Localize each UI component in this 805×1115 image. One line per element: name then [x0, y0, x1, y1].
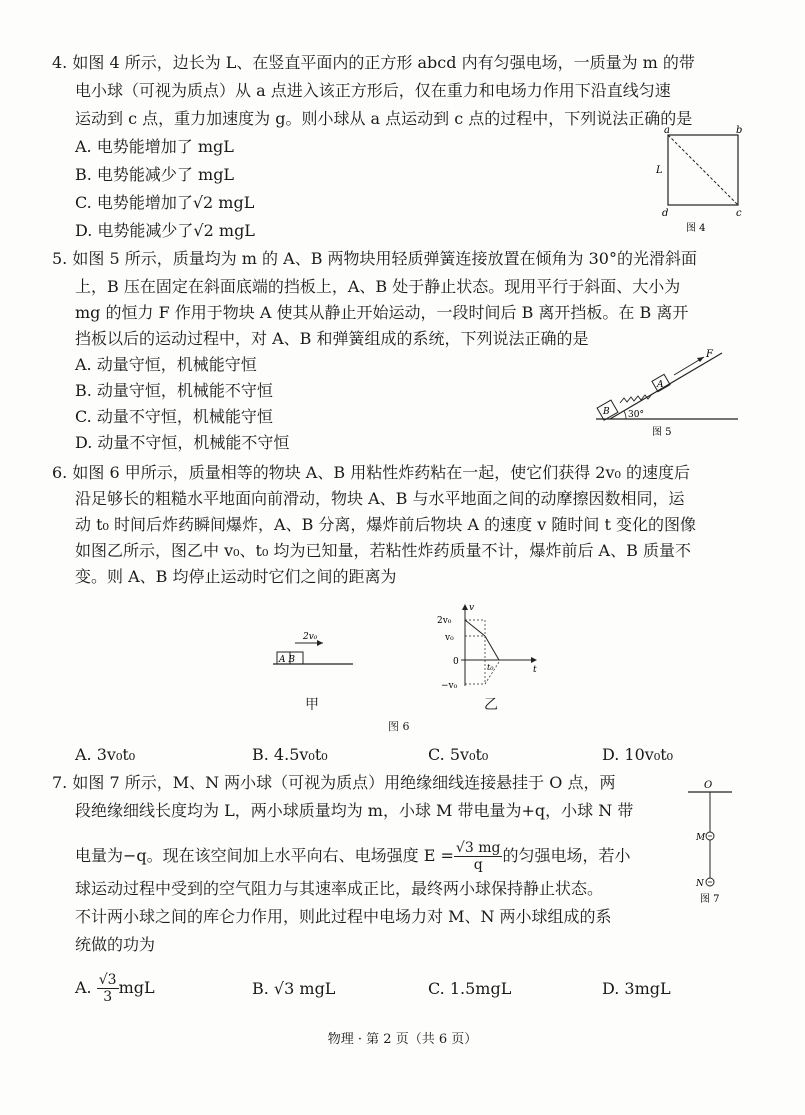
- fig6-axis-t: t: [533, 665, 537, 675]
- q7-option-c: C. 1.5mgL: [428, 979, 512, 998]
- figure-6-yi: [435, 602, 545, 697]
- q7-line-3-post: 的匀强电场，若小: [502, 846, 631, 865]
- q7-option-a: [75, 972, 155, 1005]
- q7-option-a-denominator: 3: [103, 989, 113, 1005]
- q4-line-3: 运动到 c 点，重力加速度为 g。则小球从 a 点运动到 c 点的过程中，下列说法正确的是: [75, 109, 693, 128]
- q6-line-2: 沿足够长的粗糙水平地面向前滑动，物块 A、B 与水平地面之间的动摩擦因数相同，运: [75, 489, 685, 508]
- fig7-label-O: O: [704, 780, 713, 791]
- q7-line-3: [75, 840, 630, 873]
- q6-option-d: D. 10v₀t₀: [602, 745, 674, 764]
- q4-line-2: 电小球（可视为质点）从 a 点进入该正方形后，仅在重力和电场力作用下沿直线匀速: [75, 81, 671, 100]
- q5-option-d: D. 动量不守恒，机械能不守恒: [75, 433, 290, 452]
- fig6-tick-neg-v0: −v₀: [441, 681, 458, 691]
- fig5-label-B: B: [603, 407, 610, 417]
- q7-line-6: 统做的功为: [75, 935, 156, 954]
- fig4-label-L: L: [656, 165, 663, 176]
- fig5-caption: 图 5: [652, 427, 672, 438]
- q7-option-d: D. 3mgL: [602, 979, 671, 998]
- fig7-label-M: M: [696, 833, 706, 843]
- fig4-label-a: a: [664, 125, 670, 136]
- figure-4: [650, 125, 750, 235]
- q7-line-3-pre: 电量为−q。现在该空间加上水平向右、电场强度 E =: [75, 846, 454, 865]
- q4-option-a: A. 电势能增加了 mgL: [75, 137, 234, 156]
- q7-line-2: 段绝缘细线长度均为 L，两小球质量均为 m，小球 M 带电量为+q，小球 N 带: [75, 801, 634, 820]
- fig5-angle: 30°: [628, 410, 644, 420]
- fig5-label-F: F: [706, 349, 713, 360]
- q5-option-b: B. 动量守恒，机械能不守恒: [75, 381, 273, 400]
- q7-line-5: 不计两小球之间的库仑力作用，则此过程中电场力对 M、N 两小球组成的系: [75, 907, 612, 926]
- fig6-axis-v: v: [469, 603, 475, 613]
- fig6-caption: 图 6: [388, 720, 410, 733]
- q5-line-3: mg 的恒力 F 作用于物块 A 使其从静止开始运动，一段时间后 B 离开挡板。在 B 离开: [75, 303, 689, 322]
- q4-line-1: 4. 如图 4 所示，边长为 L、在竖直平面内的正方形 abcd 内有匀强电场，一质量为 m 的带: [52, 53, 695, 72]
- q4-option-b: B. 电势能减少了 mgL: [75, 165, 235, 184]
- fig6-sub-jia: 甲: [305, 697, 319, 713]
- q5-line-1: 5. 如图 5 所示，质量均为 m 的 A、B 两物块用轻质弹簧连接放置在倾角为 30°的光滑斜面: [52, 249, 697, 268]
- fig4-label-b: b: [736, 125, 743, 136]
- figure-7: [680, 778, 740, 908]
- figure-5: [592, 345, 742, 440]
- fig6-tick-2v0: 2v₀: [437, 616, 452, 626]
- q6-line-5: 变。则 A、B 均停止运动时它们之间的距离为: [75, 567, 397, 586]
- fig6-tick-zero: 0: [453, 657, 459, 667]
- q4-option-c: C. 电势能增加了√2 mgL: [75, 193, 255, 212]
- field-strength-denominator: q: [473, 857, 483, 873]
- fig6-velocity: 2v₀: [303, 632, 318, 642]
- q7-line-1: 7. 如图 7 所示，M、N 两小球（可视为质点）用绝缘细线连接悬挂于 O 点，两: [52, 773, 616, 792]
- fig4-caption: 图 4: [686, 223, 706, 234]
- q5-option-a: A. 动量守恒，机械能守恒: [75, 355, 257, 374]
- fig4-label-d: d: [662, 208, 669, 219]
- q5-line-2: 上，B 压在固定在斜面底端的挡板上，A、B 处于静止状态。现用平行于斜面、大小为: [75, 277, 681, 296]
- fig4-label-c: c: [736, 208, 742, 219]
- q4-option-d: D. 电势能减少了√2 mgL: [75, 221, 255, 240]
- fig6-blocks: A B: [279, 655, 295, 665]
- fig6-tick-t0: t₀: [487, 663, 494, 672]
- fig5-label-A: A: [657, 380, 664, 390]
- q7-option-a-numerator: √3: [98, 972, 117, 988]
- page-footer: 物理 · 第 2 页（共 6 页）: [327, 1032, 478, 1047]
- fig6-tick-v0: v₀: [445, 633, 454, 643]
- figure-6-jia: [265, 625, 360, 675]
- q6-line-3: 动 t₀ 时间后炸药瞬间爆炸，A、B 分离，爆炸前后物块 A 的速度 v 随时间 t 变化的图像: [75, 515, 696, 534]
- q6-option-a: A. 3v₀t₀: [75, 745, 136, 764]
- fig7-caption: 图 7: [700, 894, 720, 905]
- q6-line-4: 如图乙所示，图乙中 v₀、t₀ 均为已知量，若粘性炸药质量不计，爆炸前后 A、B 质量不: [75, 541, 691, 560]
- q7-option-a-label: A.: [75, 978, 92, 997]
- field-strength-numerator: √3 mg: [455, 840, 501, 856]
- q7-option-a-fraction: [97, 972, 119, 1005]
- q5-option-c: C. 动量不守恒，机械能守恒: [75, 407, 273, 426]
- q6-line-1: 6. 如图 6 甲所示，质量相等的物块 A、B 用粘性炸药粘在一起，使它们获得 2v₀ 的速度后: [52, 463, 690, 482]
- fig6-sub-yi: 乙: [484, 697, 498, 713]
- q6-option-b: B. 4.5v₀t₀: [252, 745, 328, 764]
- q6-option-c: C. 5v₀t₀: [428, 745, 489, 764]
- field-strength-fraction: [454, 840, 503, 873]
- q7-option-a-post: mgL: [118, 978, 155, 997]
- q7-line-4: 球运动过程中受到的空气阻力与其速率成正比，最终两小球保持静止状态。: [75, 879, 604, 898]
- fig7-label-N: N: [696, 879, 704, 889]
- q5-line-4: 挡板以后的运动过程中，对 A、B 和弹簧组成的系统，下列说法正确的是: [75, 329, 589, 348]
- q7-option-b: B. √3 mgL: [252, 979, 336, 998]
